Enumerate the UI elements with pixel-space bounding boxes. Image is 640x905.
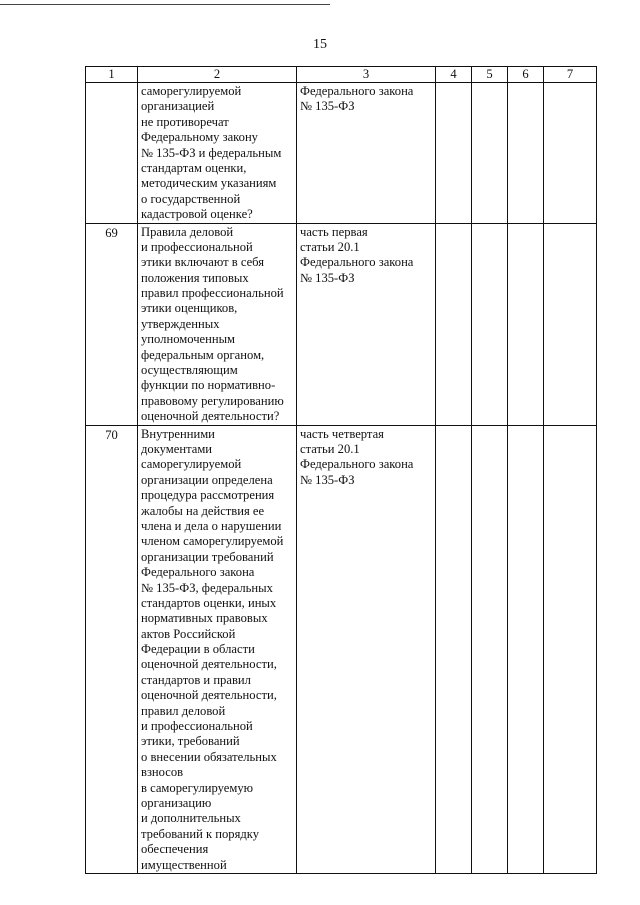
column-header-4: 4 [436,67,472,83]
question-line: правил деловой [141,703,226,718]
question-line: организации требований [141,549,274,564]
question-line: оценочной деятельности, [141,688,277,703]
question-line: осуществляющим [141,363,238,378]
question-line: имущественной [141,857,227,872]
question-line: и профессиональной [141,719,253,734]
question-cell [138,83,297,224]
question-line: нормативных правовых [141,611,268,626]
table-header-row [86,67,597,83]
reference-line: № 135-ФЗ [300,270,355,285]
row-number-cell: 70 [86,425,138,873]
question-line: и профессиональной [141,239,253,254]
question-line: взносов [141,765,184,780]
question-line: о государственной [141,191,241,206]
answer-cell-5 [472,223,508,425]
question-line: № 135-ФЗ и федеральным [141,145,282,160]
answer-cell-4 [436,83,472,224]
question-line: в саморегулируемую [141,780,254,795]
question-line: правовому регулированию [141,393,284,408]
question-line: организации определена [141,472,273,487]
answer-cell-7 [544,425,597,873]
question-line: этики, требований [141,734,240,749]
question-line: Федерального закона [141,565,255,580]
top-rule [0,4,330,5]
reference-cell [297,425,436,873]
question-line: утвержденных [141,316,220,331]
question-line: Правила деловой [141,224,234,239]
question-line: Внутренними [141,426,215,441]
row-number-cell [86,83,138,224]
reference-line: № 135-ФЗ [300,472,355,487]
answer-cell-7 [544,83,597,224]
question-line: о внесении обязательных [141,749,277,764]
question-line: организацией [141,99,215,114]
question-line: кадастровой оценке? [141,207,253,222]
column-header-2: 2 [138,67,297,83]
question-line: документами [141,441,213,456]
question-line: жалобы на действия ее [141,503,265,518]
answer-cell-6 [508,83,544,224]
answer-cell-5 [472,425,508,873]
column-header-6: 6 [508,67,544,83]
question-line: актов Российской [141,626,236,641]
question-line: требований к порядку [141,826,260,841]
question-line: функции по нормативно- [141,378,276,393]
reference-line: статьи 20.1 [300,441,360,456]
question-line: стандартам оценки, [141,160,247,175]
question-line: № 135-ФЗ, федеральных [141,580,273,595]
column-header-7: 7 [544,67,597,83]
question-line: организацию [141,795,212,810]
question-line: этики оценщиков, [141,301,238,316]
reference-line: часть четвертая [300,426,384,441]
column-header-5: 5 [472,67,508,83]
question-cell [138,425,297,873]
question-line: уполномоченным [141,332,236,347]
question-line: саморегулируемой [141,457,242,472]
question-line: федеральным органом, [141,347,265,362]
question-line: стандартов и правил [141,672,251,687]
question-line: члена и дела о нарушении [141,518,282,533]
question-line: членом саморегулируемой [141,534,284,549]
answer-cell-6 [508,425,544,873]
reference-cell [297,83,436,224]
question-line: Федерации в области [141,642,255,657]
column-header-3: 3 [297,67,436,83]
question-line: методическим указаниям [141,176,277,191]
reference-line: статьи 20.1 [300,239,360,254]
table-row [86,223,597,425]
question-line: правил профессиональной [141,286,284,301]
row-number-cell: 69 [86,223,138,425]
column-header-1: 1 [86,67,138,83]
reference-line: Федерального закона [300,457,414,472]
reference-line: № 135-ФЗ [300,99,355,114]
question-line: оценочной деятельности, [141,657,277,672]
question-cell [138,223,297,425]
question-line: процедура рассмотрения [141,488,275,503]
reference-line: Федерального закона [300,255,414,270]
reference-cell [297,223,436,425]
requirements-table [85,66,597,874]
question-line: обеспечения [141,842,209,857]
answer-cell-7 [544,223,597,425]
question-line: этики включают в себя [141,255,265,270]
reference-line: Федерального закона [300,84,414,98]
answer-cell-5 [472,83,508,224]
table-row [86,425,597,873]
question-line: стандартов оценки, иных [141,595,277,610]
answer-cell-4 [436,223,472,425]
reference-line: часть первая [300,224,368,239]
table-row [86,83,597,224]
page-number: 15 [313,37,327,52]
question-line: оценочной деятельности? [141,409,280,424]
question-line: не противоречат [141,114,229,129]
question-line: Федеральному закону [141,130,258,145]
answer-cell-6 [508,223,544,425]
question-line: саморегулируемой [141,84,242,98]
question-line: положения типовых [141,270,249,285]
question-line: и дополнительных [141,811,241,826]
answer-cell-4 [436,425,472,873]
